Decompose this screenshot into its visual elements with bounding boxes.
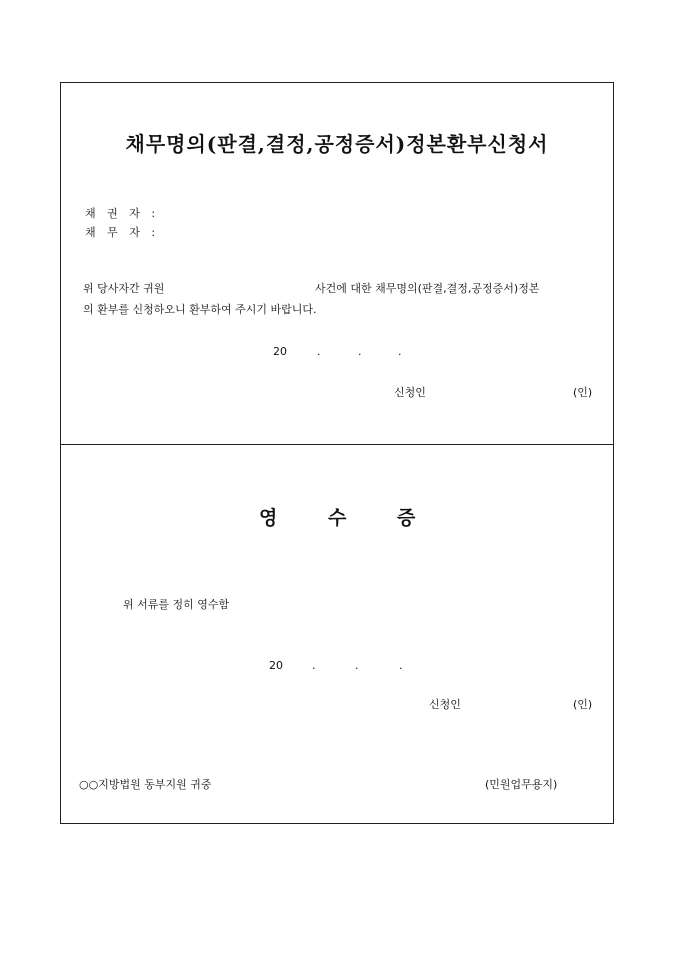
refund-application-form <box>60 82 614 824</box>
receipt-title-char-3: 증 <box>397 507 416 529</box>
form-type-label: (민원업무용지) <box>485 778 558 791</box>
receipt-date-sep-3: . <box>399 659 403 672</box>
body-line1-suffix: 사건에 대한 채무명의(판결,결정,공정증서)정본 <box>315 282 540 295</box>
creditor-label: 채 권 자 : <box>85 207 160 220</box>
court-addressee: ○○지방법원 동부지원 귀중 <box>79 778 212 791</box>
application-seal-label: (인) <box>573 386 593 399</box>
receipt-date-sep-2: . <box>355 659 359 672</box>
receipt-seal-label: (인) <box>573 698 593 711</box>
application-applicant-label: 신청인 <box>394 386 426 399</box>
application-date-sep-1: . <box>317 345 321 358</box>
receipt-date-sep-1: . <box>312 659 316 672</box>
debtor-label: 채 무 자 : <box>85 226 160 239</box>
body-line2: 의 환부를 신청하오니 환부하여 주시기 바랍니다. <box>83 303 317 316</box>
receipt-title-char-2: 수 <box>328 507 347 529</box>
form-title: 채무명의(판결,결정,공정증서)정본환부신청서 <box>125 132 549 156</box>
body-line1-prefix: 위 당사자간 귀원 <box>83 282 165 295</box>
section-divider <box>61 444 613 445</box>
receipt-applicant-label: 신청인 <box>429 698 461 711</box>
application-date-sep-3: . <box>398 345 402 358</box>
application-date-sep-2: . <box>358 345 362 358</box>
receipt-date-year: 20 <box>269 659 283 672</box>
receipt-text: 위 서류를 정히 영수함 <box>123 598 230 611</box>
receipt-title-char-1: 영 <box>259 507 278 529</box>
application-date-year: 20 <box>273 345 287 358</box>
